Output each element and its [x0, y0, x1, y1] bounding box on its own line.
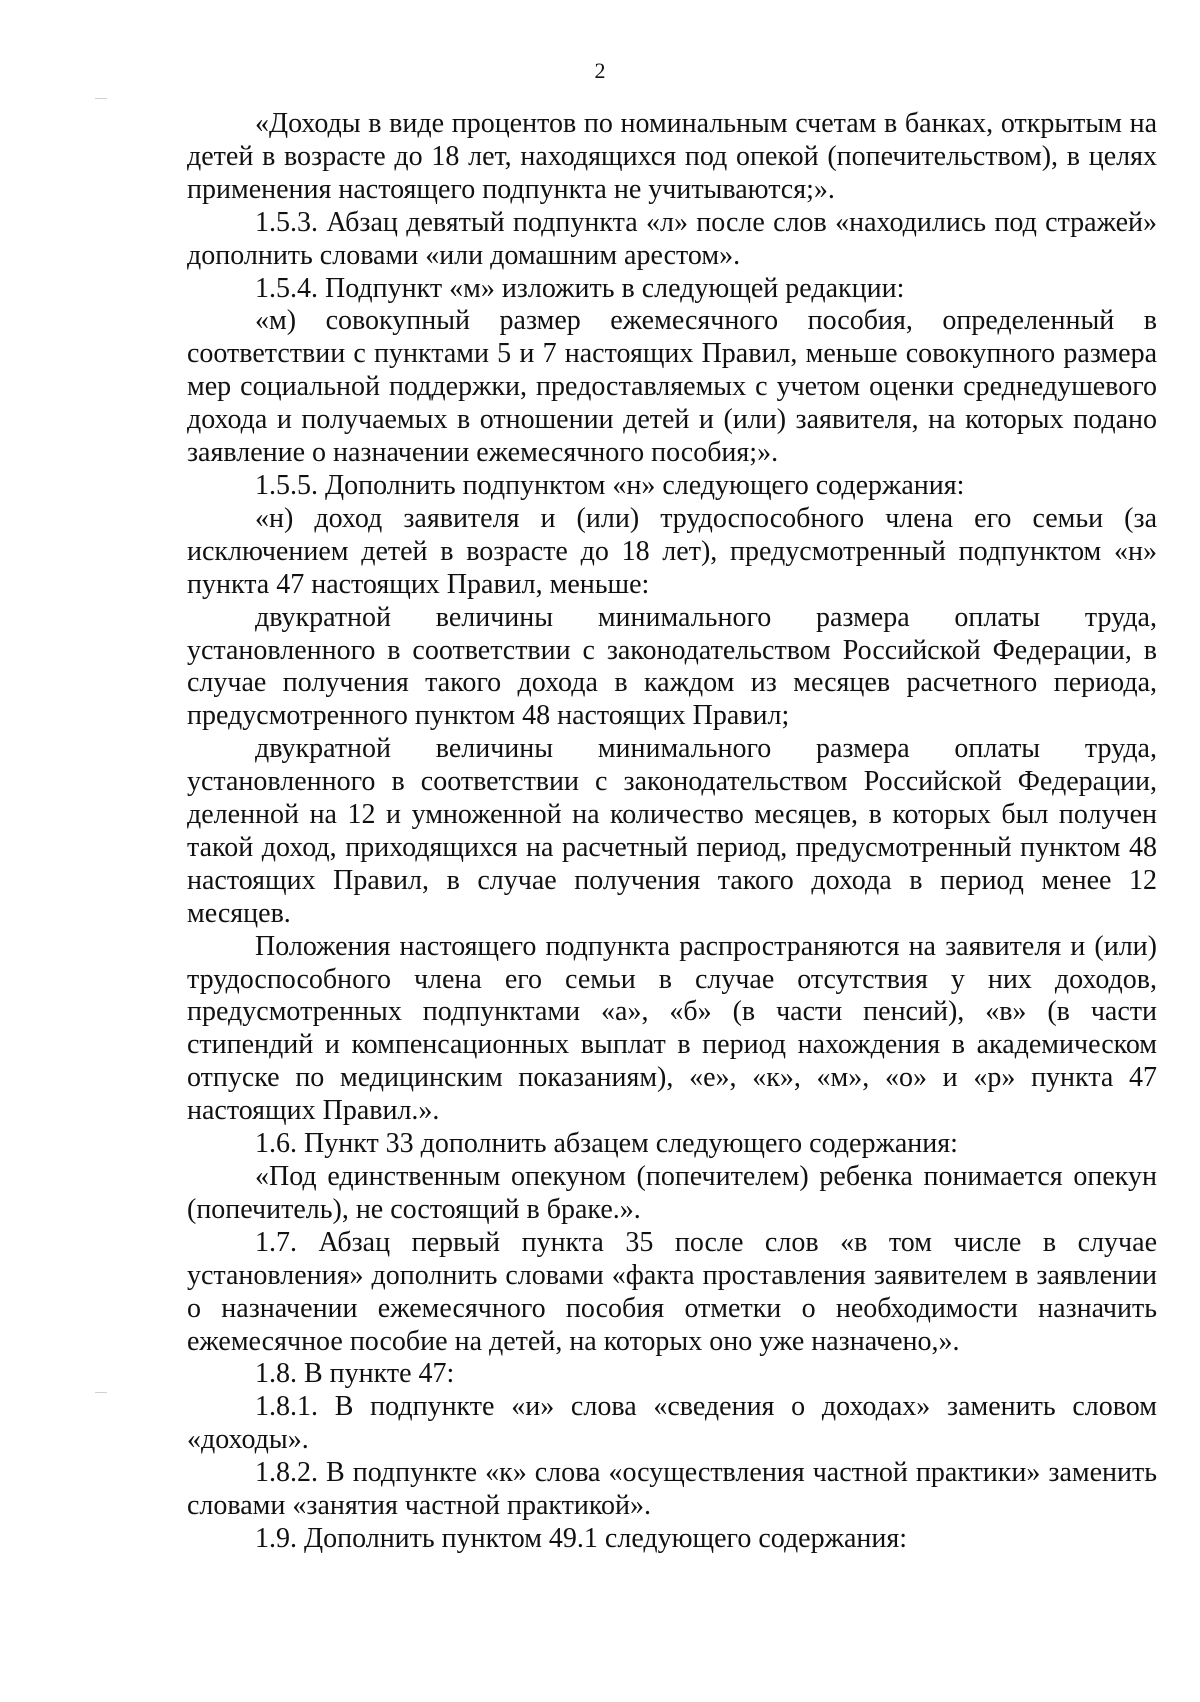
paragraph: 1.7. Абзац первый пункта 35 после слов «в том числе в случае установления» дополнить словами «факта проставления заявителем в заявлении о назначении ежемесячного пособия отметки о необходимости назначить ежемесячное пособие на детей, на которых оно уже назначено,». [187, 1226, 1157, 1357]
paragraph: 1.6. Пункт 33 дополнить абзацем следующего содержания: [255, 1128, 958, 1160]
scan-mark [95, 1392, 107, 1393]
paragraph: 1.8.1. В подпункте «и» слова «сведения о доходах» заменить словом «доходы». [187, 1391, 1157, 1456]
paragraph: двукратной величины минимального размера оплаты труда, установленного в соответствии с законодательством Российской Федерации, деленной на 12 и умноженной на количество месяцев, в которых был получен такой доход, приходящихся на расчетный период, предусмотренный пунктом 48 настоящих Правил, в случае получения такого дохода в период менее 12 месяцев. [187, 733, 1157, 929]
paragraph: двукратной величины минимального размера оплаты труда, установленного в соответствии с законодательством Российской Федерации, в случае получения такого дохода в каждом из месяцев расчетного периода, предусмотренного пунктом 48 настоящих Правил; [187, 601, 1157, 732]
paragraph: «Под единственным опекуном (попечителем) ребенка понимается опекун (попечитель), не состоящий в браке.». [187, 1161, 1157, 1225]
paragraph: 1.5.3. Абзац девятый подпункта «л» после слов «находились под стражей» дополнить словами «или домашним арестом». [187, 206, 1157, 271]
paragraph: Положения настоящего подпункта распространяются на заявителя и (или) трудоспособного члена его семьи в случае отсутствия у них доходов, предусмотренных подпунктами «а», «б» (в части пенсий), «в» (в части стипендий и компенсационных выплат в период нахождения в академическом отпуске по медицинским показаниям), «е», «к», «м», «о» и «р» пункта 47 настоящих Правил.». [187, 930, 1157, 1127]
paragraph: 1.9. Дополнить пунктом 49.1 следующего содержания: [255, 1522, 908, 1554]
paragraph: 1.8.2. В подпункте «к» слова «осуществления частной практики» заменить словами «занятия частной практикой». [187, 1457, 1157, 1522]
scan-mark [95, 98, 107, 99]
document-body [187, 108, 1157, 1556]
paragraph: «Доходы в виде процентов по номинальным счетам в банках, открытым на детей в возрасте до 18 лет, находящихся под опекой (попечительством), в целях применения настоящего подпункта не учитываются;». [187, 108, 1157, 205]
paragraph: 1.8. В пункте 47: [255, 1358, 455, 1390]
paragraph: 1.5.4. Подпункт «м» изложить в следующей редакции: [255, 272, 905, 304]
page-number: 2 [594, 58, 606, 83]
paragraph: 1.5.5. Дополнить подпунктом «н» следующего содержания: [255, 469, 965, 501]
paragraph: «м) совокупный размер ежемесячного пособия, определенный в соответствии с пунктами 5 и 7 настоящих Правил, меньше совокупного размера мер социальной поддержки, предоставляемых с учетом оценки среднедушевого дохода и получаемых в отношении детей и (или) заявителя, на которых подано заявление о назначении ежемесячного пособия;». [187, 305, 1157, 469]
paragraph: «н) доход заявителя и (или) трудоспособного члена его семьи (за исключением детей в возрасте до 18 лет), предусмотренный подпунктом «н» пункта 47 настоящих Правил, меньше: [187, 502, 1157, 600]
